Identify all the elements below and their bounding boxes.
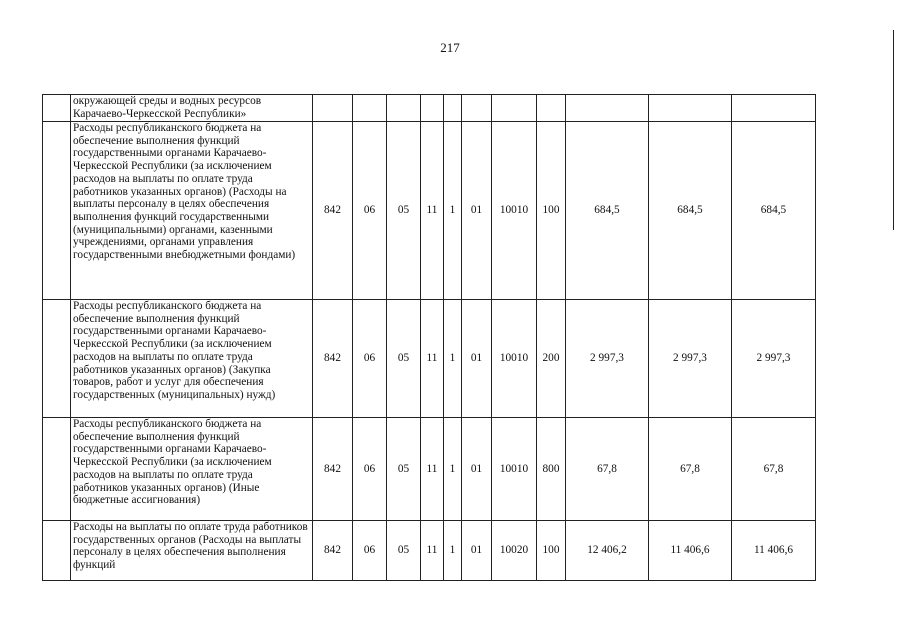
description-cell: окружающей среды и водных ресурсов Карачаево-Черкесской Республики» <box>71 95 313 122</box>
code-program-cell <box>421 95 444 122</box>
row-number-cell <box>43 418 71 521</box>
amount-year3-cell: 684,5 <box>732 122 816 300</box>
code-direction-cell: 10010 <box>492 122 537 300</box>
code-subprogram-cell <box>444 95 462 122</box>
table-row <box>43 122 816 300</box>
code-direction-cell: 10020 <box>492 521 537 581</box>
description-cell: Расходы республиканского бюджета на обеспечение выполнения функций государственными органами Карачаево-Черкесской Республики (за исключением расходов на выплаты по оплате труда работников указанных органов) (Расходы на выплаты персоналу в целях обеспечения выполнения функций государственными (муниципальными) органами, казенными учреждениями, органами управления государственными внебюджетными фондами) <box>71 122 313 300</box>
code-section-cell <box>353 95 387 122</box>
amount-year1-cell: 67,8 <box>566 418 649 521</box>
code-event-cell: 01 <box>462 122 492 300</box>
description-cell: Расходы республиканского бюджета на обеспечение выполнения функций государственными органами Карачаево-Черкесской Республики (за исключением расходов на выплаты по оплате труда работников указанных органов) (Иные бюджетные ассигнования) <box>71 418 313 521</box>
amount-year3-cell: 11 406,6 <box>732 521 816 581</box>
code-section-cell: 06 <box>353 300 387 418</box>
code-program-cell: 11 <box>421 300 444 418</box>
code-expense-type-cell: 100 <box>537 122 566 300</box>
description-cell: Расходы республиканского бюджета на обеспечение выполнения функций государственными органами Карачаево-Черкесской Республики (за исключением расходов на выплаты по оплате труда работников указанных органов) (Закупка товаров, работ и услуг для обеспечения государственных (муниципальных) нужд) <box>71 300 313 418</box>
code-subsection-cell: 05 <box>387 122 421 300</box>
code-subsection-cell <box>387 95 421 122</box>
code-direction-cell: 10010 <box>492 418 537 521</box>
code-subsection-cell: 05 <box>387 521 421 581</box>
amount-year3-cell: 67,8 <box>732 418 816 521</box>
amount-year2-cell: 11 406,6 <box>649 521 732 581</box>
code-ministry-cell: 842 <box>313 122 353 300</box>
amount-year1-cell: 12 406,2 <box>566 521 649 581</box>
code-program-cell: 11 <box>421 418 444 521</box>
code-event-cell: 01 <box>462 300 492 418</box>
amount-year2-cell: 2 997,3 <box>649 300 732 418</box>
code-ministry-cell: 842 <box>313 300 353 418</box>
code-ministry-cell: 842 <box>313 418 353 521</box>
amount-year3-cell <box>732 95 816 122</box>
code-section-cell: 06 <box>353 521 387 581</box>
budget-table <box>42 94 816 581</box>
row-number-cell <box>43 122 71 300</box>
code-subsection-cell: 05 <box>387 418 421 521</box>
code-expense-type-cell <box>537 95 566 122</box>
amount-year1-cell <box>566 95 649 122</box>
row-number-cell <box>43 300 71 418</box>
code-event-cell: 01 <box>462 521 492 581</box>
amount-year1-cell: 684,5 <box>566 122 649 300</box>
code-subprogram-cell: 1 <box>444 122 462 300</box>
code-direction-cell <box>492 95 537 122</box>
description-cell: Расходы на выплаты по оплате труда работников государственных органов (Расходы на выплаты персоналу в целях обеспечения выполнения функций <box>71 521 313 581</box>
code-expense-type-cell: 100 <box>537 521 566 581</box>
page-edge-line <box>893 30 894 230</box>
amount-year2-cell <box>649 95 732 122</box>
row-number-cell <box>43 95 71 122</box>
code-section-cell: 06 <box>353 418 387 521</box>
code-ministry-cell: 842 <box>313 521 353 581</box>
code-direction-cell: 10010 <box>492 300 537 418</box>
code-expense-type-cell: 200 <box>537 300 566 418</box>
amount-year2-cell: 684,5 <box>649 122 732 300</box>
code-subprogram-cell: 1 <box>444 300 462 418</box>
code-event-cell: 01 <box>462 418 492 521</box>
page-number: 217 <box>440 40 460 55</box>
table-row <box>43 418 816 521</box>
amount-year2-cell: 67,8 <box>649 418 732 521</box>
table-row <box>43 300 816 418</box>
code-expense-type-cell: 800 <box>537 418 566 521</box>
code-event-cell <box>462 95 492 122</box>
code-section-cell: 06 <box>353 122 387 300</box>
code-subprogram-cell: 1 <box>444 521 462 581</box>
amount-year3-cell: 2 997,3 <box>732 300 816 418</box>
code-subsection-cell: 05 <box>387 300 421 418</box>
code-program-cell: 11 <box>421 521 444 581</box>
row-number-cell <box>43 521 71 581</box>
amount-year1-cell: 2 997,3 <box>566 300 649 418</box>
table-row <box>43 95 816 122</box>
code-subprogram-cell: 1 <box>444 418 462 521</box>
code-ministry-cell <box>313 95 353 122</box>
code-program-cell: 11 <box>421 122 444 300</box>
table-row <box>43 521 816 581</box>
